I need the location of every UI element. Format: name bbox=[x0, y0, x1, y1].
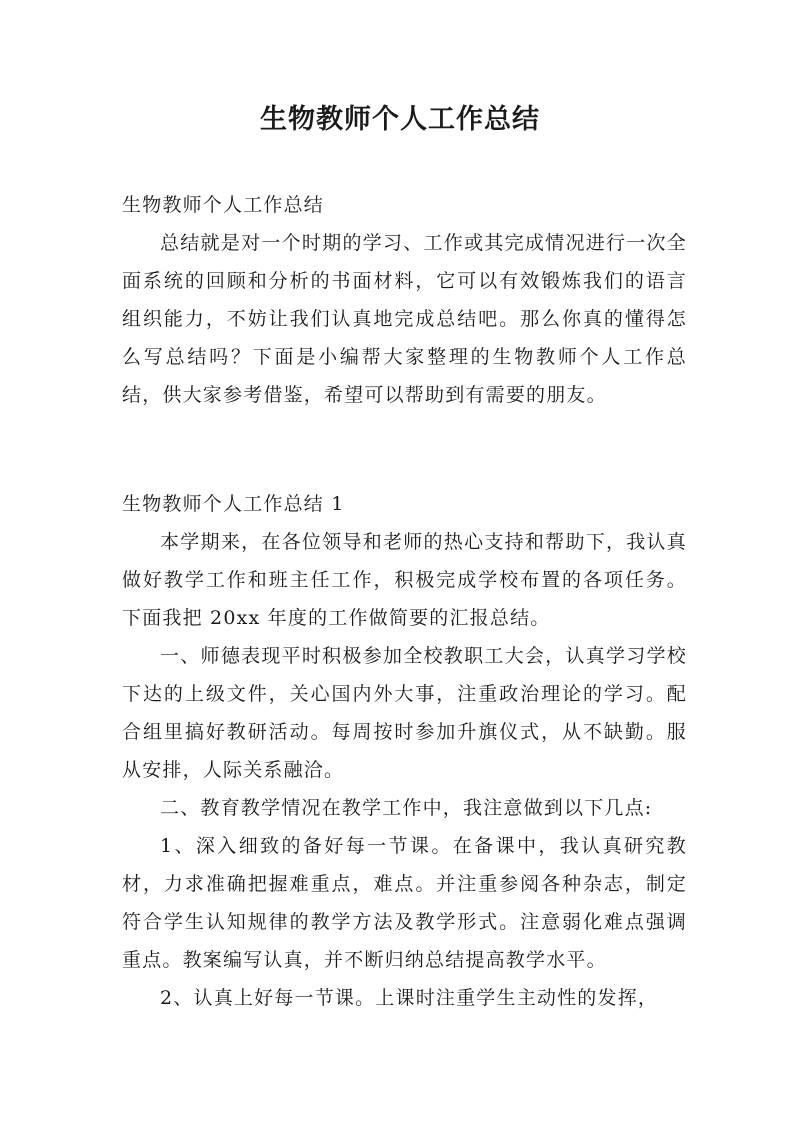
report-paragraph: 本学期来，在各位领导和老师的热心支持和帮助下，我认真做好教学工作和班主任工作，积极完成学校布置的各项任务。下面我把 20xx 年度的工作做简要的汇报总结。 bbox=[122, 531, 687, 629]
report-paragraph: 二、教育教学情况在教学工作中，我注意做到以下几点: bbox=[160, 797, 653, 819]
report-paragraph: 2、认真上好每一节课。上课时注重学生主动性的发挥， bbox=[160, 987, 659, 1009]
intro-paragraph: 总结就是对一个时期的学习、工作或其完成情况进行一次全面系统的回顾和分析的书面材料，它可以有效锻炼我们的语言组织能力，不妨让我们认真地完成总结吧。那么你真的懂得怎么写总结吗？下面是小编帮大家整理的生物教师个人工作总结，供大家参考借鉴，希望可以帮助到有需要的朋友。 bbox=[122, 232, 687, 406]
report-paragraph: 一、师德表现平时积极参加全校教职工大会，认真学习学校下达的上级文件，关心国内外大事，注重政治理论的学习。配合组里搞好教研活动。每周按时参加升旗仪式，从不缺勤。服从安排，人际关系融洽。 bbox=[122, 645, 687, 781]
intro-section bbox=[122, 186, 687, 414]
document-title: 生物教师个人工作总结 bbox=[260, 104, 540, 135]
intro-heading: 生物教师个人工作总结 bbox=[122, 194, 325, 216]
report-section bbox=[122, 485, 687, 1017]
report-paragraph: 1、深入细致的备好每一节课。在备课中，我认真研究教材，力求准确把握难重点，难点。并注重参阅各种杂志，制定符合学生认知规律的教学方法及教学形式。注意弱化难点强调重点。教案编写认真，并不断归纳总结提高教学水平。 bbox=[122, 835, 687, 971]
report-heading: 生物教师个人工作总结 1 bbox=[122, 493, 345, 515]
